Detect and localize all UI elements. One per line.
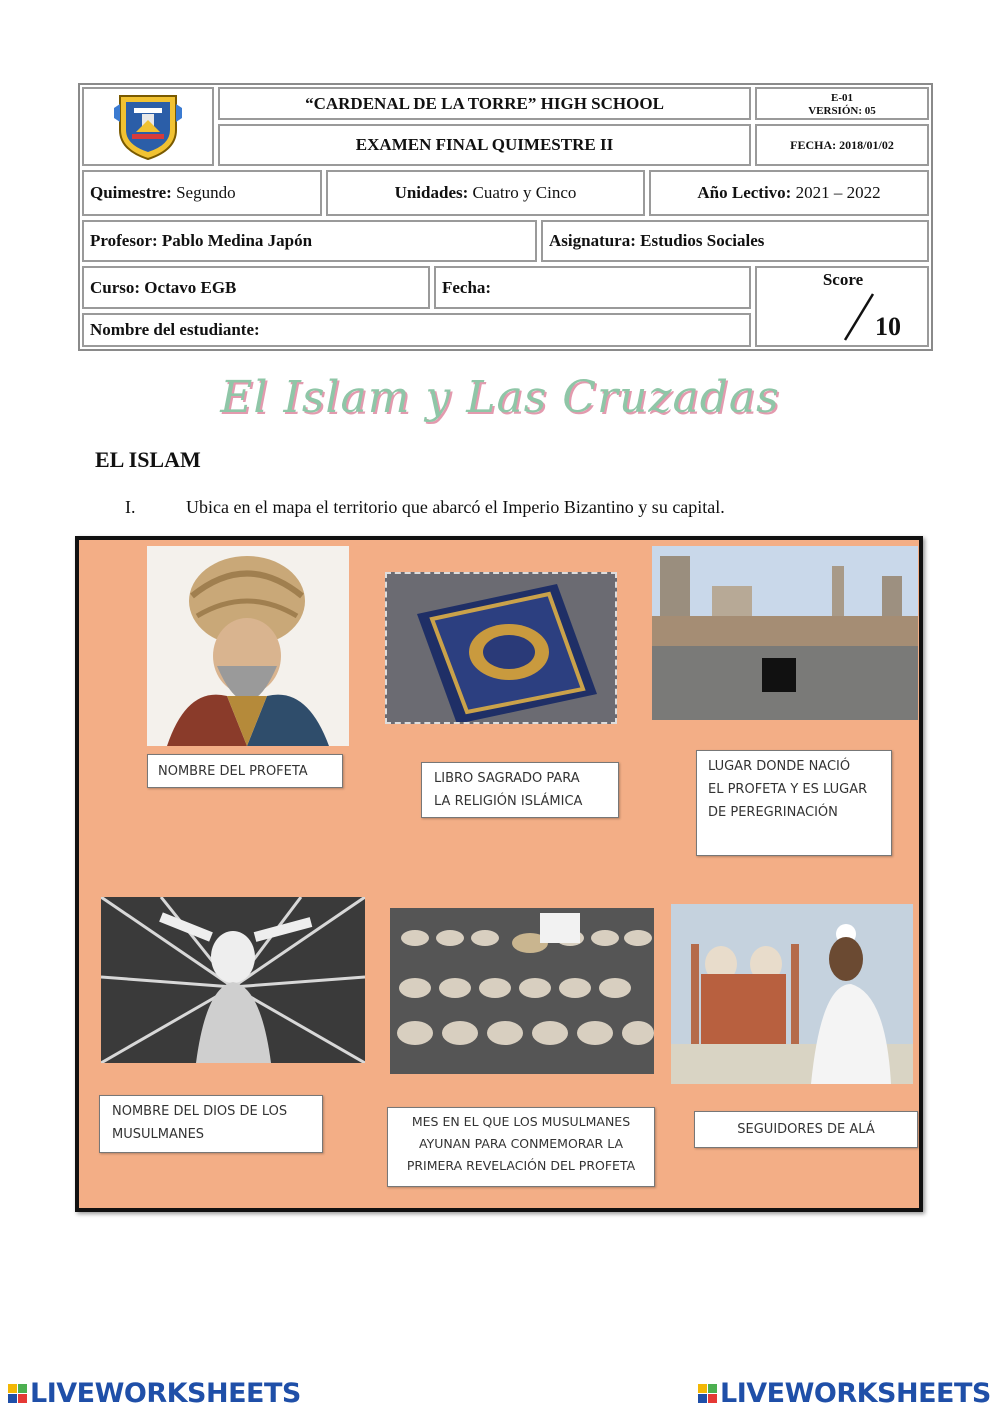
school-crest-icon <box>112 92 184 162</box>
mosque-worshipper-image <box>671 904 913 1084</box>
anio-label: Año Lectivo: <box>697 183 792 202</box>
quimestre-label: Quimestre: <box>90 183 172 202</box>
instruction-text: Ubica en el mapa el territorio que abarcó el Imperio Bizantino y su capital. <box>186 497 725 517</box>
fasting-month-answer-box[interactable] <box>387 1107 655 1187</box>
school-name: “CARDENAL DE LA TORRE” HIGH SCHOOL <box>218 87 751 120</box>
god-name-answer-box[interactable] <box>99 1095 323 1153</box>
exam-title: EXAMEN FINAL QUIMESTRE II <box>218 124 751 166</box>
unidades-cell <box>326 170 645 216</box>
document-version: VERSIÓN: 05 <box>808 105 876 117</box>
logo-left-text: LIVEWORKSHEETS <box>30 1378 301 1409</box>
god-label-line1: NOMBRE DEL DIOS DE LOS <box>112 1104 288 1119</box>
instruction-numeral: I. <box>125 497 136 517</box>
god-engraving-image <box>101 897 365 1063</box>
quimestre-value: Segundo <box>176 183 236 202</box>
score-label: Score <box>822 270 864 289</box>
curso-field: Curso: Octavo EGB <box>82 266 430 309</box>
holy-book-answer-box[interactable] <box>421 762 619 818</box>
ramadan-food-image <box>390 908 654 1074</box>
followers-answer-box[interactable] <box>694 1111 918 1148</box>
asignatura-field: Asignatura: Estudios Sociales <box>541 220 929 262</box>
month-label-line3: PRIMERA REVELACIÓN DEL PROFETA <box>406 1158 636 1173</box>
profesor-field: Profesor: Pablo Medina Japón <box>82 220 537 262</box>
prophet-name-answer-box[interactable] <box>147 754 343 788</box>
section-heading: EL ISLAM <box>95 447 201 472</box>
mecca-kaaba-image <box>652 546 918 720</box>
birthplace-label-line3: DE PEREGRINACIÓN <box>708 805 838 820</box>
birthplace-label-line1: LUGAR DONDE NACIÓ <box>708 759 851 774</box>
document-code-cell <box>755 87 929 120</box>
unidades-label: Unidades: <box>394 183 469 202</box>
god-label-line2: MUSULMANES <box>112 1127 205 1142</box>
score-box <box>755 266 929 347</box>
unidades-value: Cuatro y Cinco <box>472 183 577 202</box>
quimestre-cell <box>82 170 322 216</box>
logo-right-text: LIVEWORKSHEETS <box>720 1378 991 1409</box>
score-total: 10 <box>875 312 901 341</box>
school-crest-cell <box>82 87 214 166</box>
score-slash-icon <box>841 292 875 342</box>
liveworksheets-logo-right[interactable] <box>698 1378 991 1409</box>
quran-book-image <box>385 572 617 724</box>
liveworksheets-logo-left[interactable] <box>8 1378 301 1409</box>
month-label-line1: MES EN EL QUE LOS MUSULMANES <box>411 1114 631 1129</box>
worksheet-title: El Islam y Las Cruzadas <box>220 372 780 423</box>
holy-book-label-line2: LA RELIGIÓN ISLÁMICA <box>434 794 583 809</box>
anio-lectivo-cell <box>649 170 929 216</box>
month-label-line2: AYUNAN PARA CONMEMORAR LA <box>419 1136 623 1151</box>
document-date: FECHA: 2018/01/02 <box>755 124 929 166</box>
birthplace-label-line2: EL PROFETA Y ES LUGAR <box>708 782 868 797</box>
prophet-portrait-image <box>147 546 349 746</box>
fecha-field[interactable]: Fecha: <box>434 266 751 309</box>
prophet-label: NOMBRE DEL PROFETA <box>158 764 308 779</box>
activity-board <box>75 536 923 1212</box>
liveworksheets-blocks-icon <box>698 1384 717 1403</box>
document-code: E-01 <box>831 92 853 104</box>
holy-book-label-line1: LIBRO SAGRADO PARA <box>434 771 580 786</box>
anio-value: 2021 – 2022 <box>795 183 881 202</box>
followers-label: SEGUIDORES DE ALÁ <box>737 1122 875 1137</box>
birthplace-answer-box[interactable] <box>696 750 892 856</box>
liveworksheets-blocks-icon <box>8 1384 27 1403</box>
student-name-field[interactable]: Nombre del estudiante: <box>82 313 751 347</box>
